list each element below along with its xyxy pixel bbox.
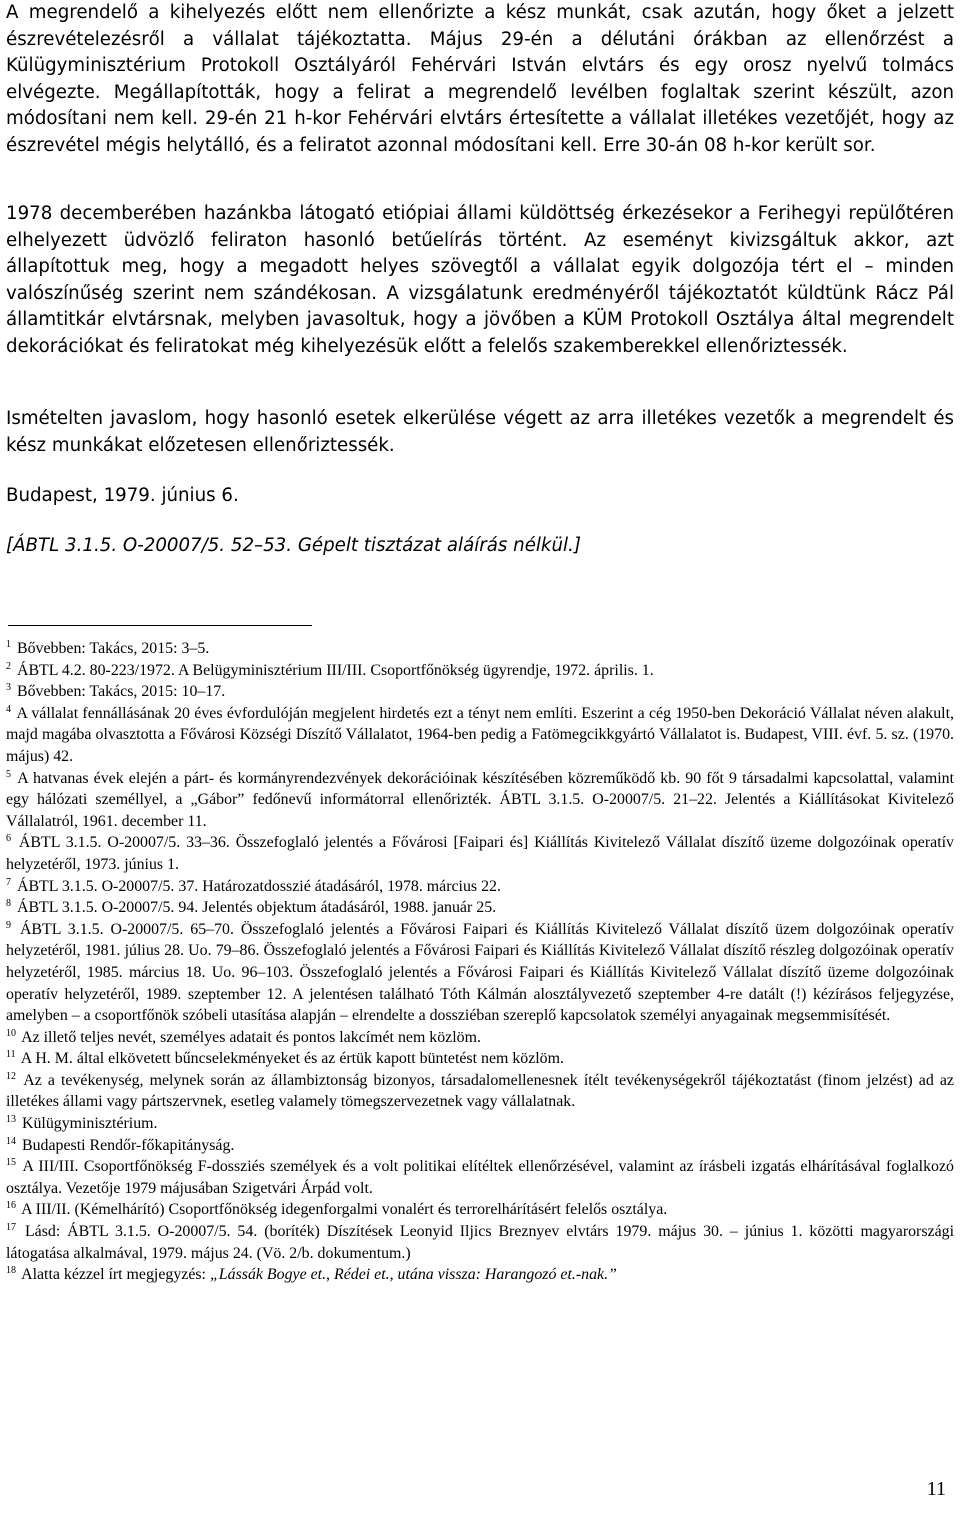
date-line: Budapest, 1979. június 6. (6, 485, 239, 506)
footnote (6, 1135, 954, 1157)
footnote-text: A H. M. által elkövetett bűncselekményeket és az értük kapott büntetést nem közlöm. (20, 1050, 564, 1068)
footnote-text: Budapesti Rendőr-főkapitányság. (21, 1136, 235, 1154)
footnote (6, 1048, 954, 1070)
footnote-text: ÁBTL 3.1.5. O-20007/5. 33–36. Összefoglaló jelentés a Fővárosi [Faipari és] Kiállítás Kivitelező Vállalat díszítő üzeme dolgozóinak operatív helyzetéről, 1973. június 1. (6, 834, 954, 873)
footnote-text: Alatta kézzel írt megjegyzés: (21, 1266, 206, 1284)
footnote-text: Bővebben: Takács, 2015: 3–5. (16, 640, 210, 657)
footnote-number: 2 (6, 660, 11, 672)
footnote-text: ÁBTL 3.1.5. O-20007/5. 94. Jelentés objektum átadásáról, 1988. január 25. (16, 899, 497, 917)
footnote (6, 1113, 954, 1135)
footnote-number: 10 (6, 1027, 16, 1039)
footnote-number: 12 (6, 1070, 16, 1082)
footnote-number: 17 (6, 1222, 16, 1234)
footnote (6, 832, 954, 875)
document-page (6, 0, 954, 1513)
footnote (6, 1156, 954, 1199)
footnote (6, 768, 954, 833)
footnote (6, 919, 954, 1027)
footnote-number: 4 (6, 703, 11, 715)
footnote-text: A III/II. (Kémelhárító) Csoportfőnökség idegenforgalmi vonalért és terrorelhárításért felelős osztálya. (21, 1201, 668, 1219)
paragraph-3: Ismételten javaslom, hogy hasonló esetek elkerülése végett az arra illetékes vezetők a megrendelt és kész munkákat előzetesen ellenőriztessék. (6, 408, 954, 456)
footnote-text: Lásd: ÁBTL 3.1.5. O-20007/5. 54. (boríték) Díszítések Leonyid Iljics Breznyev elvtárs 1979. május 30. – június 1. közötti magyarországi látogatása alkalmával, 1979. május 24. (Vö. 2/b. dokumentum.) (6, 1223, 954, 1262)
footnote (6, 1264, 954, 1286)
footnote-number: 6 (6, 833, 11, 845)
footnote (6, 1221, 954, 1264)
footnote-number: 16 (6, 1200, 16, 1212)
footnote-text: ÁBTL 4.2. 80-223/1972. A Belügyminisztérium III/III. Csoportfőnökség ügyrendje, 1972. április. 1. (16, 661, 654, 679)
page-number: 11 (926, 1478, 946, 1500)
footnote-text: Az a tevékenység, melynek során az állambiztonság bizonyos, társadalomellenesnek ítélt tevékenységekről tájékoztatást (finom jelzést) ad az illetékes állami vagy pártszervnek, esetleg valamely tömegszervezetnek vagy vállalatnak. (6, 1071, 954, 1111)
footnote-number: 9 (6, 919, 11, 931)
footnote (6, 703, 954, 768)
footnote-number: 5 (6, 768, 11, 780)
footnote (6, 660, 954, 682)
footnote (6, 897, 954, 919)
footnote-text: A III/III. Csoportfőnökség F-dossziés személyek és a volt politikai elítéltek ellenőrzésével, valamint az írásbeli izgatás elhárításával foglalkozó osztálya. Vezetője 1979 májusában Szigetvári Árpád volt. (6, 1158, 954, 1197)
footnote-number: 13 (6, 1114, 16, 1126)
footnote-number: 8 (6, 898, 11, 910)
footnote-text: Bővebben: Takács, 2015: 10–17. (16, 683, 226, 701)
footnote-number: 18 (6, 1265, 16, 1277)
footnote-number: 14 (6, 1135, 16, 1147)
footnote-text: A vállalat fennállásának 20 éves évfordulóján megjelent hirdetés ezt a tényt nem említi. Eszerint a cég 1950-ben Dekoráció Vállalat néven alakult, majd magába olvasztotta a Fővárosi Községi Díszítő Vállalatot, 1964-ben pedig a Fatömegcikkgyártó Vállalatot is. Budapest, VIII. évf. 5. sz. (1970. május) 42. (6, 704, 954, 765)
footnote (6, 638, 954, 660)
footnote (6, 1027, 954, 1049)
footnote (6, 1070, 954, 1113)
archive-reference: [ÁBTL 3.1.5. O-20007/5. 52–53. Gépelt tisztázat aláírás nélkül.] (6, 535, 581, 556)
footnote-text: A hatvanas évek elején a párt- és kormányrendezvények dekorációinak készítésében közreműködő kb. 90 főt 9 társadalmi kapcsolattal, valamint egy hálózati személlyel, a „Gábor” fedőnevű informátorral ellenőrizték. ÁBTL 3.1.5. O-20007/5. 21–22. Jelentés a Kiállításokat Kivitelező Vállalatról, 1961. december 11. (6, 769, 954, 830)
footnote (6, 1199, 954, 1221)
footnote-separator (8, 625, 312, 626)
paragraph-1: A megrendelő a kihelyezés előtt nem ellenőrizte a kész munkát, csak azután, hogy őket a jelzett észrevételezésről a vállalat tájékoztatta. Május 29-én a délutáni órákban az ellenőrzést a Külügyminisztérium Protokoll Osztályáról Fehérvári István elvtárs és egy orosz nyelvű tolmács elvégezte. Megállapították, hogy a felirat a megrendelő levélben foglaltak szerint készült, azon módosítani nem kell. 29-én 21 h-kor Fehérvári elvtárs értesítette a vállalat illetékes vezetőjét, hogy az észrevétel mégis helytálló, és a feliratot azonnal módosítani kell. Erre 30-án 08 h-kor került sor. (6, 2, 954, 156)
footnote-text: Az illető teljes nevét, személyes adatait és pontos lakcímét nem közlöm. (21, 1028, 481, 1046)
footnote-number: 3 (6, 682, 11, 694)
footnote-number: 7 (6, 876, 11, 888)
footnotes (6, 638, 954, 1286)
footnote-text: Külügyminisztérium. (21, 1115, 158, 1133)
footnote-text: ÁBTL 3.1.5. O-20007/5. 37. Határozatdosszié átadásáról, 1978. március 22. (16, 877, 501, 895)
footnote (6, 876, 954, 898)
paragraph-2: 1978 decemberében hazánkba látogató etiópiai állami küldöttség érkezésekor a Ferihegyi repülőtéren elhelyezett üdvözlő feliraton hasonló betűelírás történt. Az eseményt kivizsgáltuk akkor, azt állapítottuk meg, hogy a megadott helyes szövegtől a vállalat egyik dolgozója tért el – minden valószínűség szerint nem szándékosan. A vizsgálatunk eredményéről tájékoztatót küldtünk Rácz Pál államtitkár elvtársnak, melyben javasoltuk, hogy a jövőben a KÜM Protokoll Osztálya által megrendelt dekorációkat és feliratokat még kihelyezésük előtt a felelős szakemberekkel ellenőriztessék. (6, 203, 954, 357)
footnote-italic-quote: „Lássák Bogye et., Rédei et., utána vissza: Harangozó et.-nak.” (209, 1266, 617, 1284)
footnote-text: ÁBTL 3.1.5. O-20007/5. 65–70. Összefoglaló jelentés a Fővárosi Faipari és Kiállítás Kivitelező Vállalat díszítő üzem dolgozóinak operatív helyzetéről, 1981. július 28. Uo. 79–86. Összefoglaló jelentés a Fővárosi Faipari és Kiállítás Kivitelező Vállalat díszítő részleg dolgozóinak operatív helyzetéről, 1985. március 18. Uo. 96–103. Összefoglaló jelentés a Fővárosi Faipari és Kiállítás Kivitelező Vállalat díszítő üzeme dolgozóinak operatív helyzetéről, 1989. szeptember 12. A jelentésen található Tóth Kálmán alosztályvezető szeptember 4-re datált (!) kézírásos feljegyzése, amelyben – a csoportfőnök szóbeli utasítása alapján – elrendelte a dossziéban szereplő kapcsolatok személyi anyagainak megsemmisítését. (6, 920, 954, 1025)
footnote-number: 1 (6, 639, 11, 650)
footnote-number: 11 (6, 1049, 16, 1061)
footnote (6, 681, 954, 703)
footnote-number: 15 (6, 1157, 16, 1169)
